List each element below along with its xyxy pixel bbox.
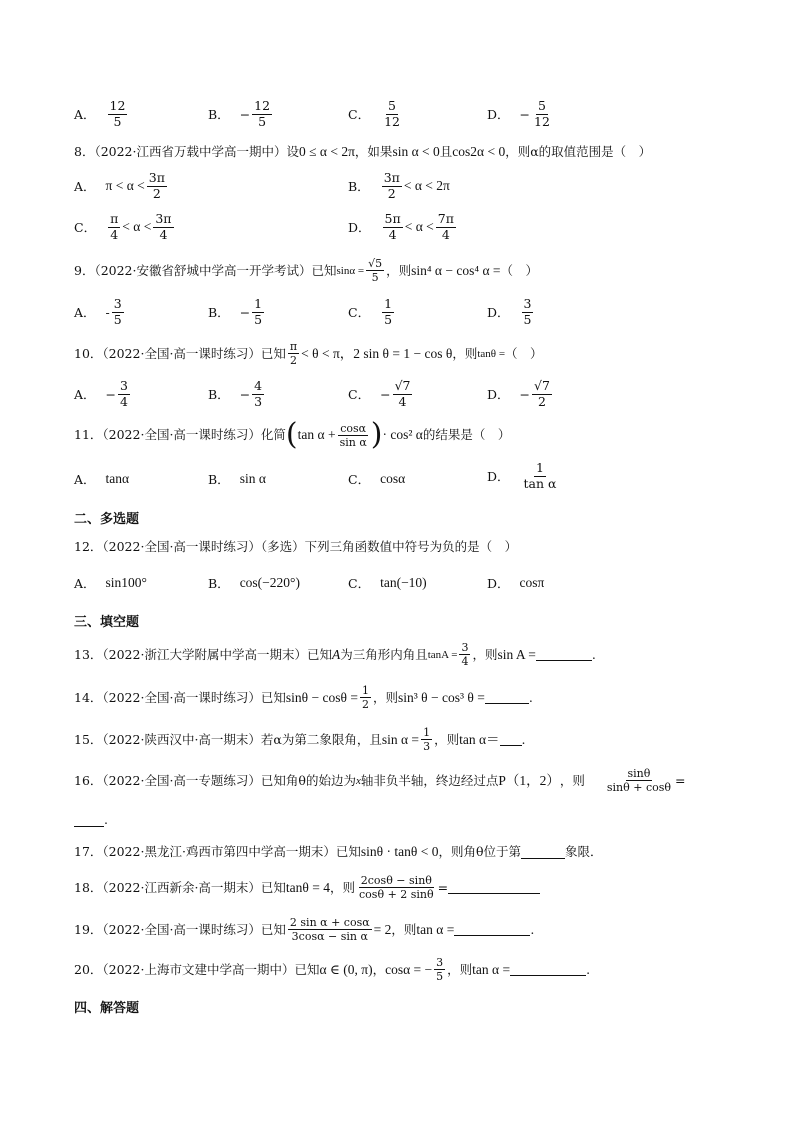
q10-option-a: A． − $\frac{3}{4}$ — [74, 378, 128, 409]
answer-blank — [521, 846, 565, 859]
q7-option-a: A． $\frac{12}{5}$ — [74, 98, 126, 129]
answer-blank — [510, 963, 586, 976]
q9-stem: 9．（2022·安徽省舒城中学高一开学考试）已知 sinα = $\frac{√5}{5}$ ，则 sin⁴ α − cos⁴ α = （ ） — [74, 257, 539, 284]
q9-option-d: D． $\frac{3}{5}$ — [487, 296, 532, 327]
q13-stem: 13．（2022·浙江大学附属中学高一期末）已知 A 为三角形内角且 tanA = $\frac{3}{4}$ ，则 sin A = . — [74, 641, 596, 668]
q10-stem: 10．（2022·全国·高一课时练习）已知 $\frac{\pi}{2}$ < θ < π ，2 sin θ = 1 − cos θ ，则 tanθ = （ ） — [74, 340, 543, 367]
section-heading-fill-in: 三、填空题 — [74, 615, 140, 630]
q12-option-d: D． cosπ — [487, 575, 545, 591]
q11-stem: 11．（2022·全国·高一课时练习）化简 ( tan α + $\frac{\cos\alpha}{\text{sin α}}$ ) · cos² α 的结果是（ ） — [74, 417, 511, 452]
q8-option-c: C． $\frac{\pi}{4}$ < α < $\frac{3\pi}{4}$ — [74, 211, 172, 242]
q16-answer-line: . — [74, 811, 108, 829]
q10-option-b: B． − $\frac{4}{3}$ — [208, 378, 263, 409]
q19-stem: 19．（2022·全国·高一课时练习）已知 $\frac{\text{2 sin α + cosα}}{\text{3cosα − sin α}}$ = 2 ，则 tan α = . — [74, 916, 535, 943]
answer-blank — [536, 648, 592, 661]
q7-option-c: C． $\frac{5}{12}$ — [348, 98, 400, 129]
q12-option-c: C． tan(−10) — [348, 575, 427, 591]
section-heading-solutions: 四、解答题 — [74, 1001, 140, 1016]
q12-stem: 12．（2022·全国·高一课时练习）（多选）下列三角函数值中符号为负的是（ ） — [74, 539, 518, 554]
answer-blank — [485, 691, 529, 704]
q7-option-d: D． − $\frac{5}{12}$ — [487, 98, 550, 129]
q15-stem: 15．（2022·陕西汉中·高一期末）若α为第二象限角，且 sin α = $\frac{1}{3}$ ，则 tan α＝ . — [74, 726, 526, 753]
q17-stem: 17．（2022·黑龙江·鸡西市第四中学高一期末）已知 sinθ · tanθ < 0 ，则角θ位于第 象限． — [74, 844, 603, 859]
q10-option-d: D． − $\frac{√7}{2}$ — [487, 378, 550, 409]
answer-blank — [448, 881, 540, 894]
answer-blank — [500, 733, 522, 746]
q11-option-a: A． tanα — [74, 471, 130, 487]
q8-stem: 8．（2022·江西省万载中学高一期中）设0 ≤ α < 2π，如果sin α < 0且cos2α < 0，则α的取值范围是（ ） — [74, 144, 652, 159]
q9-option-c: C． $\frac{1}{5}$ — [348, 296, 393, 327]
q11-option-d: D． $\frac{1}{\text{tan α}}$ — [487, 460, 557, 491]
q12-option-a: A． sin100° — [74, 575, 147, 591]
q8-option-a: A． π < α < $\frac{3\pi}{2}$ — [74, 170, 165, 201]
q12-option-b: B． cos(−220°) — [208, 575, 300, 591]
q11-option-c: C． cosα — [348, 471, 406, 487]
answer-blank — [74, 814, 104, 827]
q18-stem: 18．（2022·江西新余·高一期末）已知 tanθ = 4 ，则 $\frac{2\cos\theta - \sin\theta}{\cos\theta + 2 \sin\theta}$ = — [74, 875, 540, 900]
section-heading-multiple-choice: 二、多选题 — [74, 512, 140, 527]
q16-stem: 16．（2022·全国·高一专题练习）已知角θ的始边为 x 轴非负半轴，终边经过点 P（1，2） ，则 $\frac{\sin\theta}{\sin\theta + \cos\theta}$ = — [74, 767, 686, 794]
answer-blank — [454, 923, 530, 936]
q8-option-d: D． $\frac{5\pi}{4}$ < α < $\frac{7\pi}{4}$ — [348, 211, 454, 242]
q7-option-b: B． − $\frac{12}{5}$ — [208, 98, 271, 129]
q9-option-a: A． - $\frac{3}{5}$ — [74, 296, 122, 327]
q14-stem: 14．（2022·全国·高一课时练习）已知 sinθ − cosθ = $\frac{1}{2}$ ，则 sin³ θ − cos³ θ = . — [74, 684, 533, 711]
q10-option-c: C． − $\frac{√7}{4}$ — [348, 378, 411, 409]
q11-option-b: B． sin α — [208, 471, 266, 487]
q8-option-b: B． $\frac{3\pi}{2}$ < α < 2π — [348, 170, 450, 201]
q9-option-b: B． − $\frac{1}{5}$ — [208, 296, 263, 327]
q20-stem: 20．（2022·上海市文建中学高一期中）已知 α ∈ (0, π) ， cosα = − $\frac{3}{5}$ ，则 tan α = . — [74, 956, 591, 983]
